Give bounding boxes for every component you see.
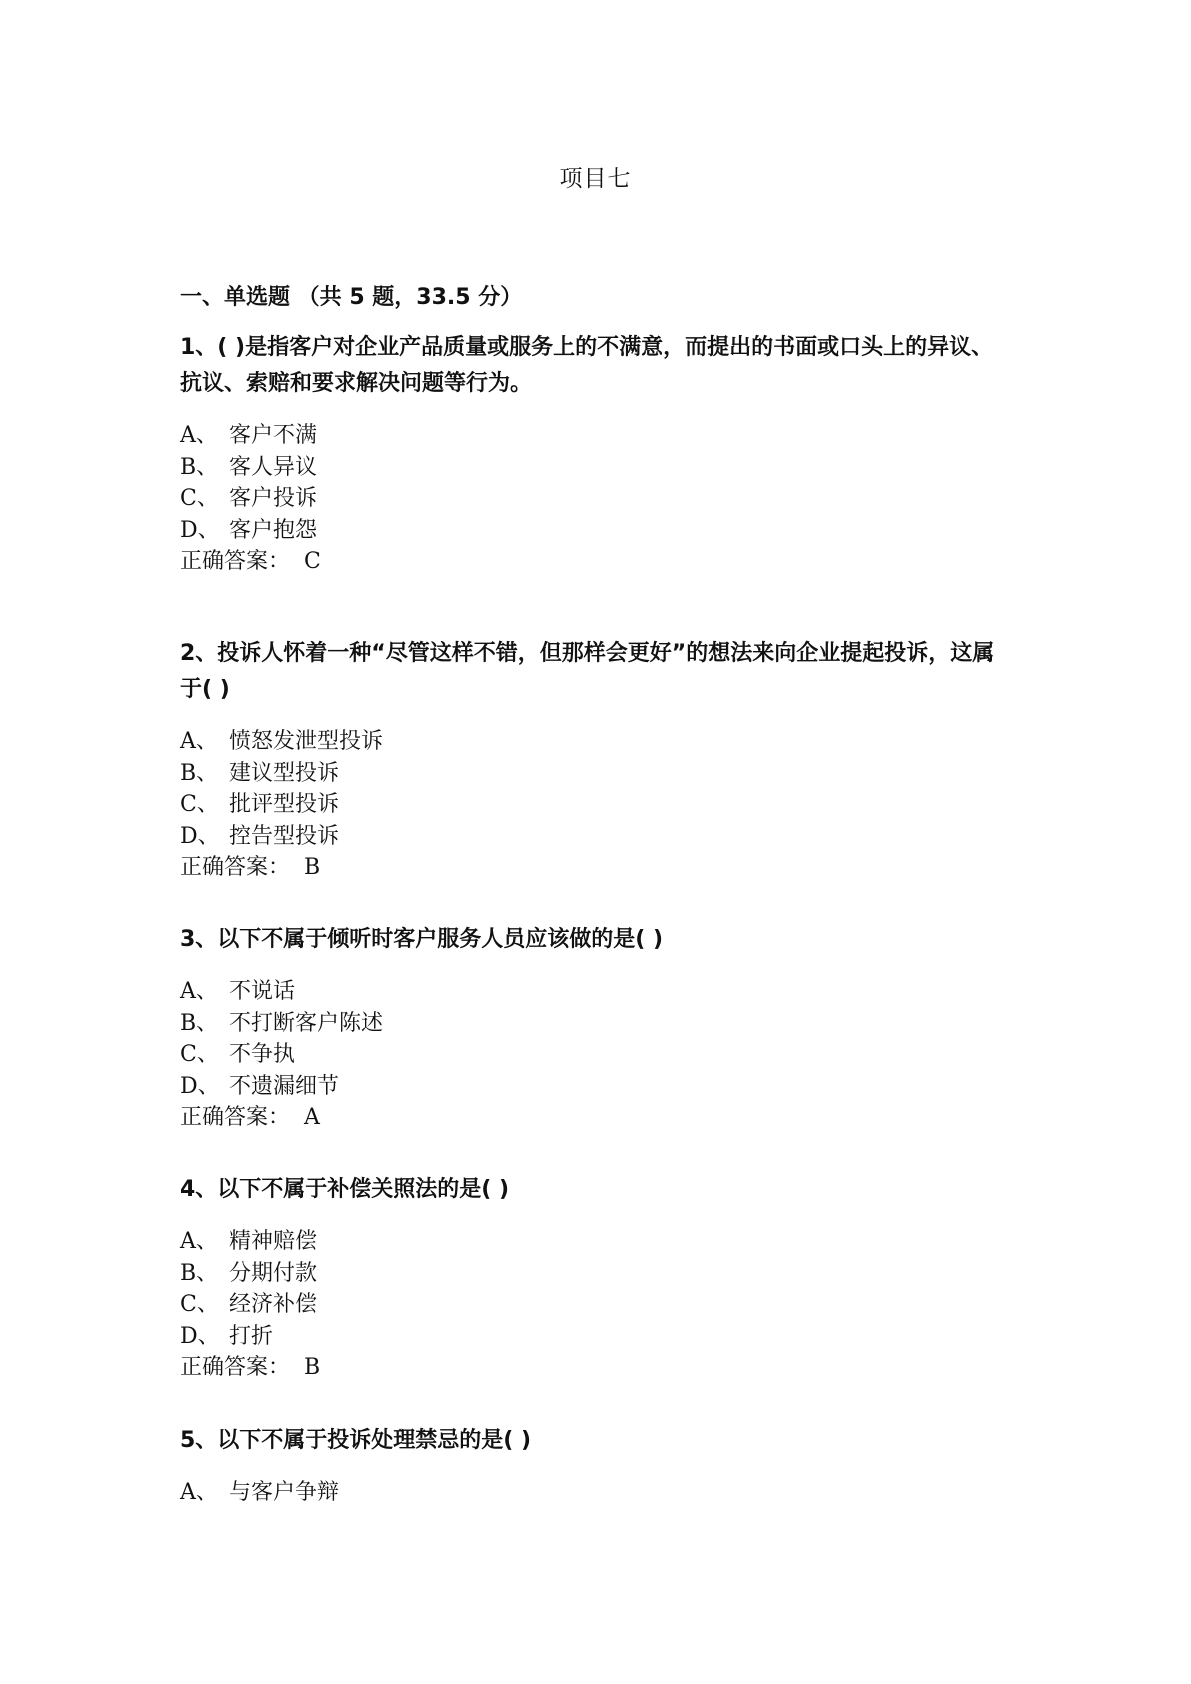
option-letter: A、 <box>180 423 218 448</box>
option-letter: D、 <box>180 823 220 849</box>
option-c <box>180 483 1000 515</box>
option-text: 客户抱怨 <box>229 517 318 543</box>
option-text: 精神赔偿 <box>229 1229 318 1254</box>
question-3 <box>180 922 1000 1134</box>
option-b <box>180 452 1000 484</box>
option-letter: C、 <box>180 792 219 817</box>
correct-answer <box>180 546 1000 578</box>
option-text: 愤怒发泄型投诉 <box>229 729 384 754</box>
option-letter: C、 <box>180 486 219 511</box>
option-text: 不遗漏细节 <box>229 1073 340 1099</box>
correct-answer <box>180 1352 1000 1384</box>
question-4 <box>180 1172 1000 1384</box>
option-list <box>180 726 1000 852</box>
correct-answer <box>180 852 1000 884</box>
question-2 <box>180 636 1000 884</box>
option-letter: B、 <box>180 760 219 786</box>
option-d <box>180 1321 1000 1353</box>
option-a <box>180 1477 1000 1509</box>
question-stem: 3、以下不属于倾听时客户服务人员应该做的是( ) <box>180 927 664 952</box>
option-a <box>180 976 1000 1008</box>
option-d <box>180 1071 1000 1103</box>
option-text: 客户投诉 <box>229 486 318 511</box>
question-stem: 4、以下不属于补偿关照法的是( ) <box>180 1177 510 1202</box>
option-letter: D、 <box>180 1073 220 1099</box>
answer-value: A <box>304 1105 320 1130</box>
answer-value: B <box>304 855 321 880</box>
option-text: 不打断客户陈述 <box>229 1010 384 1036</box>
option-letter: D、 <box>180 517 220 543</box>
answer-label: 正确答案： <box>180 1355 291 1380</box>
option-text: 打折 <box>229 1323 274 1349</box>
answer-value: C <box>304 549 321 574</box>
option-d <box>180 515 1000 547</box>
question-5 <box>180 1423 1000 1509</box>
option-c <box>180 1289 1000 1321</box>
option-list <box>180 976 1000 1102</box>
answer-value: B <box>304 1355 321 1380</box>
option-text: 批评型投诉 <box>229 792 340 817</box>
option-b <box>180 1008 1000 1040</box>
option-a <box>180 726 1000 758</box>
option-a <box>180 420 1000 452</box>
option-list <box>180 1226 1000 1352</box>
option-letter: C、 <box>180 1042 219 1067</box>
option-text: 分期付款 <box>229 1260 318 1286</box>
option-c <box>180 1039 1000 1071</box>
option-letter: C、 <box>180 1292 219 1317</box>
question-stem: 5、以下不属于投诉处理禁忌的是( ) <box>180 1428 532 1453</box>
section-heading: 一、单选题 （共 5 题，33.5 分） <box>180 285 523 310</box>
question-stem: 1、( )是指客户对企业产品质量或服务上的不满意，而提出的书面或口头上的异议、抗议、索赔和要求解决问题等行为。 <box>180 335 994 396</box>
option-text: 不争执 <box>229 1042 296 1067</box>
option-c <box>180 789 1000 821</box>
option-letter: A、 <box>180 1229 218 1254</box>
option-text: 与客户争辩 <box>229 1480 340 1505</box>
answer-label: 正确答案： <box>180 549 291 574</box>
option-letter: A、 <box>180 1480 218 1505</box>
option-list <box>180 1477 1000 1509</box>
option-text: 经济补偿 <box>229 1292 318 1317</box>
option-text: 控告型投诉 <box>229 823 340 849</box>
option-b <box>180 1258 1000 1290</box>
option-list <box>180 420 1000 546</box>
option-letter: B、 <box>180 1010 219 1036</box>
option-text: 不说话 <box>229 979 296 1004</box>
answer-label: 正确答案： <box>180 855 291 880</box>
option-text: 客人异议 <box>229 454 318 480</box>
question-1 <box>180 330 1000 578</box>
option-d <box>180 821 1000 853</box>
correct-answer <box>180 1102 1000 1134</box>
option-letter: A、 <box>180 979 218 1004</box>
document-title: 项目七 <box>559 166 632 192</box>
option-letter: B、 <box>180 454 219 480</box>
option-b <box>180 758 1000 790</box>
answer-label: 正确答案： <box>180 1105 291 1130</box>
option-text: 建议型投诉 <box>229 760 340 786</box>
option-text: 客户不满 <box>229 423 318 448</box>
option-letter: A、 <box>180 729 218 754</box>
option-a <box>180 1226 1000 1258</box>
question-stem: 2、投诉人怀着一种“尽管这样不错，但那样会更好”的想法来向企业提起投诉，这属于( ) <box>180 641 995 702</box>
option-letter: B、 <box>180 1260 219 1286</box>
option-letter: D、 <box>180 1323 220 1349</box>
